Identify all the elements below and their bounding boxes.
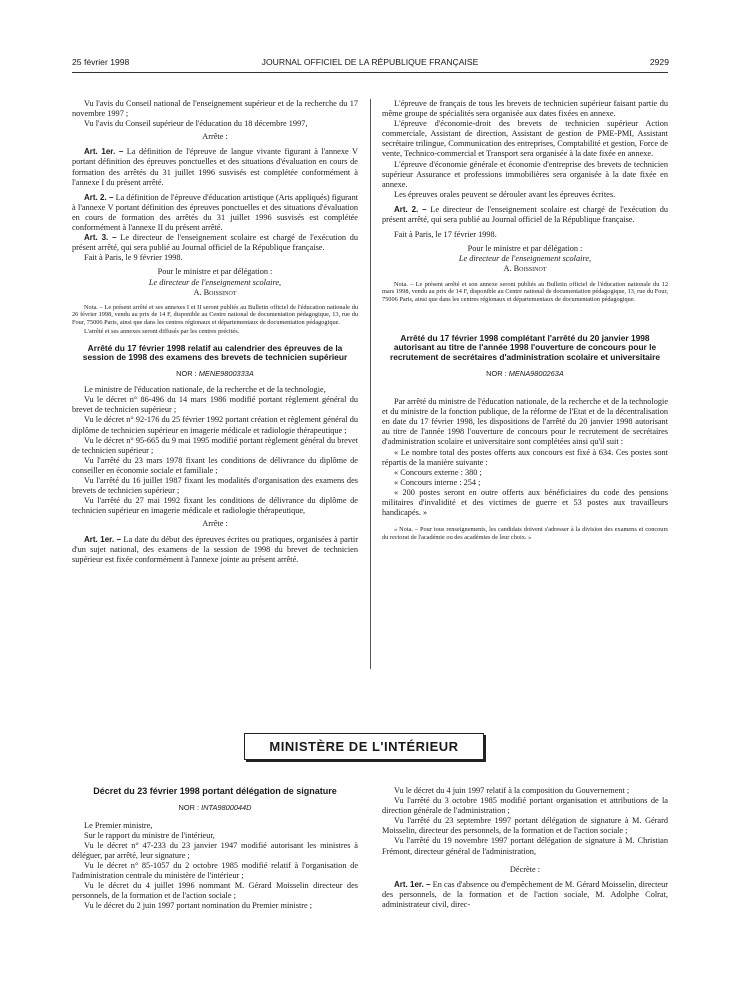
paragraph: Vu l'avis du Conseil national de l'enseignement supérieur et de la recherche du 17 novembre 1997 ;: [72, 99, 358, 119]
column-left-lower: [72, 786, 358, 911]
column-right-lower: [382, 786, 668, 910]
article-label: Art. 3. –: [84, 233, 117, 243]
arrete-title: Arrêté du 17 février 1998 complétant l'arrêté du 20 janvier 1998 autorisant au titre de l'année 1998 l'ouverture de concours pour le recrutement de secrétaires d'administration scolaire et universitaire: [389, 332, 661, 363]
ministry-heading: MINISTÈRE DE L'INTÉRIEUR: [244, 733, 484, 760]
paragraph: L'épreuve de français de tous les brevets de technicien supérieur faisant partie du même groupe de spécialités sera organisée aux dates fixées en annexe.: [382, 99, 668, 119]
column-right-upper: [382, 99, 668, 542]
paragraph: Le Premier ministre,: [84, 820, 153, 830]
paragraph: Vu l'arrêté du 27 mai 1992 fixant les conditions de délivrance du diplôme de technicien supérieur en imagerie médicale et radiologie thérapeutique,: [72, 496, 358, 516]
paragraph: Vu l'arrêté du 23 septembre 1997 portant délégation de signature à M. Gérard Moisselin, directeur des personnels, de la formation et de l'action sociale ;: [382, 816, 668, 836]
header-rule: [72, 72, 668, 73]
paragraph: Le ministre de l'éducation nationale, de la recherche et de la technologie,: [84, 385, 326, 395]
article-text: La date du début des épreuves écrites ou pratiques, organisées à partir d'un sujet national, des examens de la session de 1998 du brevet de technicien supérieur est fixée conformément à l'annexe jointe au présent arrêté.: [72, 534, 358, 564]
signatory: A. Boissinot: [193, 287, 237, 297]
nor-reference: [72, 369, 358, 379]
column-left-upper: [72, 99, 358, 565]
header-date: 25 février 1998: [72, 57, 130, 67]
article-1: [382, 880, 668, 910]
paragraph: Vu l'arrêté du 19 novembre 1997 portant délégation de signature à M. Christian Frémont, directeur général de l'administration,: [382, 836, 668, 856]
nota: « Nota. – Pour tous renseignements, les candidats doivent s'adresser à la division des examens et concours du rectorat de l'académie ou des académies de leur choix. »: [382, 526, 668, 541]
nor-code: INTA9800044D: [201, 802, 252, 812]
paragraph: Vu l'arrêté du 16 juillet 1987 fixant les modalités d'organisation des examens des brevets de technicien supérieur ;: [72, 476, 358, 496]
paragraph: Vu le décret n° 47-233 du 23 janvier 1947 modifié autorisant les ministres à déléguer, par arrêté, leur signature ;: [72, 840, 358, 860]
article-label: Art. 2. –: [394, 204, 427, 214]
paragraph: Vu le décret du 4 juillet 1996 nommant M. Gérard Moisselin directeur des personnels, de la formation et de l'action sociale ;: [72, 881, 358, 901]
paragraph: Vu le décret n° 85-1057 du 2 octobre 1985 modifié relatif à l'organisation de l'administration centrale du ministère de l'intérieur ;: [72, 860, 358, 881]
paragraph: Vu l'arrêté du 23 mars 1978 fixant les conditions de délivrance du diplôme de conseiller en économie sociale et familiale ;: [72, 455, 358, 475]
nor-label: NOR :: [176, 369, 197, 379]
director-title: Le directeur de l'enseignement scolaire,: [458, 254, 592, 264]
article-text: En cas d'absence ou d'empêchement de M. Gérard Moisselin, directeur des personnels, de la formation et de l'action sociale, M. Adolphe Colrat, administrateur civil, direc-: [382, 879, 668, 909]
delegation-line: Pour le ministre et par délégation :: [467, 244, 583, 254]
paragraph: L'épreuve d'économie-droit des brevets de technicien supérieur Action commerciale, Assistant de direction, Assistant de gestion de PME-PMI, Assistant secrétaire trilingue, Communication des entreprises, Comptabilité et gestion, Force de vente, Technico-commercial et Transport sera organisée à la date fixée en annexe.: [382, 119, 668, 159]
delegation-line: Pour le ministre et par délégation :: [157, 267, 273, 277]
fait-a-paris: Fait à Paris, le 17 février 1998.: [394, 230, 497, 240]
article-2: [382, 205, 668, 225]
article-text: La définition de l'épreuve d'éducation artistique (Arts appliqués) figurant à l'annexe V portant définition des épreuves ponctuelles et des situations d'évaluation en cours de formation des arrêtés du 31 juillet 1996 susvisés est complétée conformément à l'annexe II du présent arrêté.: [72, 192, 359, 233]
article-text: La définition de l'épreuve de langue vivante figurant à l'annexe V portant définition des épreuves ponctuelles et des situations d'évaluation en cours de formation des arrêtés du 31 juillet 1996 susvisés est complétée conformément à l'annexe I du présent arrêté.: [72, 147, 359, 187]
article-2: [72, 193, 358, 233]
paragraph: « 200 postes seront en outre offerts aux bénéficiaires du code des pensions militaires d'invalidité et des victimes de guerre et 53 postes aux travailleurs handicapés. »: [382, 487, 668, 518]
director-title: Le directeur de l'enseignement scolaire,: [148, 277, 282, 287]
nor-code: MENA9800263A: [508, 369, 564, 378]
fait-a-paris: Fait à Paris, le 9 février 1998.: [84, 253, 183, 263]
arrete-heading: Arrête :: [202, 132, 228, 142]
decrete-heading: Décrète :: [509, 864, 541, 874]
decret-title: Décret du 23 février 1998 portant délégation de signature: [93, 786, 337, 796]
nota: Nota. – Le présent arrêté et son annexe seront publiés au Bulletin officiel de l'éducation nationale du 12 mars 1998, vendu au prix de 14 F, disponible au Centre national de documentation pédagogique, 13, rue du Four, 75006 Paris, ainsi que dans les centres régionaux et départementaux de documentation pédagogique.: [382, 280, 668, 303]
paragraph: Vu l'avis du Conseil supérieur de l'éducation du 18 décembre 1997,: [84, 119, 308, 129]
paragraph: « Concours externe : 380 ;: [394, 467, 482, 477]
paragraph: Vu le décret du 2 juin 1997 portant nomination du Premier ministre ;: [84, 901, 313, 911]
paragraph: Les épreuves orales peuvent se dérouler avant les épreuves écrites.: [394, 189, 616, 199]
nor-label: NOR :: [178, 802, 200, 812]
article-1: [72, 147, 358, 187]
paragraph: Vu le décret n° 86-496 du 14 mars 1986 modifié portant règlement général du brevet de technicien supérieur ;: [72, 395, 358, 415]
article-label: Art. 1er. –: [84, 147, 124, 157]
paragraph: Vu le décret du 4 juin 1997 relatif à la composition du Gouvernement ;: [394, 786, 630, 795]
article-text: Le directeur de l'enseignement scolaire est chargé de l'exécution du présent arrêté, qui sera publié au Journal officiel de la République française.: [382, 204, 668, 225]
paragraph: Vu le décret n° 95-665 du 9 mai 1995 modifié portant règlement général du brevet de technicien supérieur ;: [72, 435, 358, 455]
signatory: A. Boissinot: [503, 264, 547, 274]
column-divider: [370, 99, 371, 669]
article-label: Art. 2. –: [84, 192, 114, 202]
paragraph: Par arrêté du ministre de l'éducation nationale, de la recherche et de la technologie et du ministre de la fonction publique, de la réforme de l'Etat et de la décentralisation en date du 17 février 1998, les dispositions de l'arrêté du 20 janvier 1998 autorisant au titre de l'année 1998 l'ouverture de concours pour le recrutement de secrétaires d'administration scolaire et universitaire sont complétées ainsi qu'il suit :: [382, 397, 668, 447]
paragraph: « Le nombre total des postes offerts aux concours est fixé à 634. Ces postes sont répartis de la manière suivante :: [382, 447, 668, 467]
header-journal-title: JOURNAL OFFICIEL DE LA RÉPUBLIQUE FRANÇAISE: [261, 57, 479, 67]
nor-label: NOR :: [486, 369, 507, 378]
paragraph: Vu l'arrêté du 3 octobre 1985 modifié portant organisation et attributions de la direction générale de l'administration ;: [382, 796, 668, 816]
paragraph: Vu le décret n° 92-176 du 25 février 1992 portant création et règlement général du diplôme de technicien supérieur en imagerie médicale et radiologie thérapeutique ;: [72, 415, 358, 435]
article-label: Art. 1er. –: [84, 534, 122, 544]
nor-code: MENE9800333A: [198, 369, 254, 379]
nor-reference: [72, 803, 358, 813]
arrete-title: Arrêté du 17 février 1998 relatif au calendrier des épreuves de la session de 1998 des examens des brevets de technicien supérieur: [82, 342, 348, 363]
nota-diffusion: L'arrêté et ses annexes seront diffusés par les centres précités.: [84, 327, 240, 335]
arrete-heading: Arrête :: [202, 519, 228, 529]
header-page-number: 2929: [649, 57, 669, 67]
paragraph: L'épreuve d'économie générale et économie d'entreprise des brevets de technicien supérieur Assurance et professions immobilières sera organisée à la date fixée en annexe.: [382, 159, 668, 189]
paragraph: Sur le rapport du ministre de l'intérieur,: [84, 830, 215, 840]
article-1: [72, 535, 358, 565]
nota: Nota. – Le présent arrêté et ses annexes I et II seront publiés au Bulletin officiel de l'éducation nationale du 26 février 1998, vendu au prix de 14 F, disponible au Centre national de documentation pédagogique, 13, rue du Four, 75006 Paris, ainsi que dans les centres régionaux et départementaux de documentation pédagogique.: [72, 303, 358, 327]
article-3: [72, 233, 358, 253]
article-label: Art. 1er. –: [394, 879, 431, 889]
article-text: Le directeur de l'enseignement scolaire est chargé de l'exécution du présent arrêté, qui sera publié au Journal officiel de la République française.: [72, 233, 358, 253]
paragraph: « Concours interne : 254 ;: [394, 477, 481, 487]
nor-reference: [382, 369, 668, 379]
